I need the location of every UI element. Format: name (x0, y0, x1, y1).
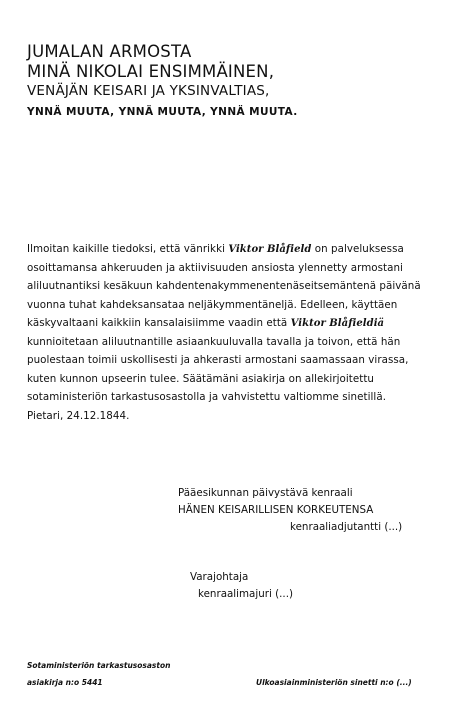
decree-heading (27, 42, 437, 119)
heading-line-4: YNNÄ MUUTA, YNNÄ MUUTA, YNNÄ MUUTA. (27, 106, 298, 118)
body-line-1-post: on palveluksessa (311, 243, 404, 255)
body-line-8: kuten kunnon upseerin tulee. Säätämäni asiakirja on allekirjoitettu (27, 372, 375, 385)
body-line-6: kunnioitetaan aliluutnantille asiaankuuluvalla tavalla ja toivon, että hän (27, 335, 401, 348)
signature-block-deputy (190, 569, 293, 603)
document-reference (27, 657, 170, 691)
body-line-7: puolestaan toimii uskollisesti ja ahkerasti armostani saamassaan virassa, (27, 354, 409, 366)
heading-line-2: MINÄ NIKOLAI ENSIMMÄINEN, (27, 62, 275, 81)
body-line-4: vuonna tuhat kahdeksansataa neljäkymmentäneljä. Edelleen, käyttäen (27, 298, 398, 311)
heading-line-1: JUMALAN ARMOSTA (27, 42, 192, 61)
deputy-title: Varajohtaja (190, 571, 249, 583)
body-line-5 (27, 314, 437, 333)
signature-title: Pääesikunnan päivystävä kenraali (178, 487, 353, 499)
deputy-rank: kenraalimajuri (...) (198, 588, 293, 600)
signature-rank: kenraaliadjutantti (...) (290, 521, 403, 533)
officer-name: Viktor Blåfield (228, 244, 312, 255)
body-line-1 (27, 240, 437, 259)
body-line-9: sotaministeriön tarkastusosastolla ja vahvistettu valtiomme sinetillä. (27, 391, 387, 403)
signature-office: HÄNEN KEISARILLISEN KORKEUTENSA (178, 504, 374, 516)
reference-office: Sotaministeriön tarkastusosaston (27, 661, 171, 670)
officer-name-partitive: Viktor Blåfieldiä (290, 318, 385, 329)
body-line-3: aliluutnantiksi kesäkuun kahdentenakymmenentenäseitsemäntenä päivänä (27, 280, 421, 292)
body-line-10: Pietari, 24.12.1844. (27, 409, 130, 422)
seal-reference: Ulkoasiainministeriön sinetti n:o (...) (256, 678, 412, 687)
body-line-1-pre: Ilmoitan kaikille tiedoksi, että vänrikki (27, 243, 229, 255)
decree-body (27, 240, 437, 425)
heading-line-3: VENÄJÄN KEISARI JA YKSINVALTIAS, (27, 83, 270, 99)
body-line-5-pre: käskyvaltaani kaikkiin kansalaisiimme vaadin että (27, 317, 291, 329)
body-line-2: osoittamansa ahkeruuden ja aktiivisuuden ansiosta ylennetty armostani (27, 261, 403, 274)
reference-number: asiakirja n:o 5441 (27, 678, 103, 687)
signature-block-primary (178, 485, 402, 536)
